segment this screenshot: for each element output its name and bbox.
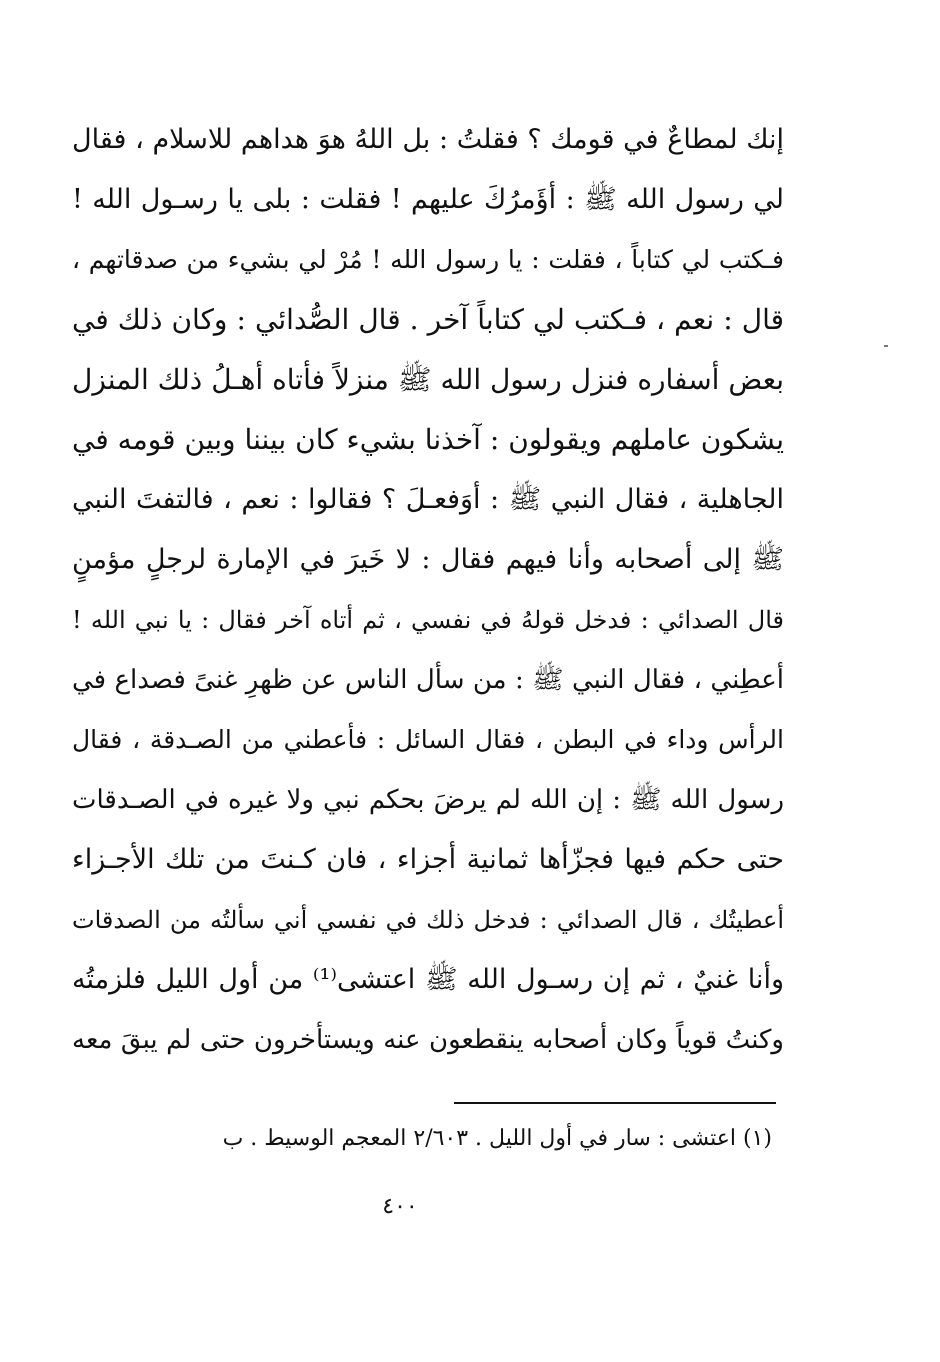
text-line: ﷺ إلى أصحابه وأنا فيهم فقال : لا خَيرَ في الإمارة لرجلٍ مؤمنٍ [72, 544, 784, 575]
text-line: قال : نعم ، فـكتب لي كتاباً آخر . قال الصُّدائي : وكان ذلك في [72, 303, 784, 336]
text-line: فـكتب لي كتاباً ، فقلت : يا رسول الله ! مُرْ لي بشيء من صدقاتهم ، [72, 245, 784, 274]
text-line: يشكون عاملهم ويقولون : آخذنا بشيء كان بيننا وبين قومه في [72, 423, 784, 456]
body-text [72, 110, 784, 1070]
text-line: أعطيتُك ، قال الصدائي : فدخل ذلك في نفسي أني سألتُه من الصدقات [72, 906, 784, 934]
text-line: أعطِني ، فقال النبي ﷺ : من سأل الناس عن ظهرِ غنىً فصداع في [72, 665, 784, 695]
text-line: لي رسول الله ﷺ : أؤَمرُكَ عليهم ! فقلت : بلى يا رسـول الله ! [72, 184, 784, 215]
page-number: ٤٠٠ [382, 1194, 418, 1219]
text-line: الجاهلية ، فقال النبي ﷺ : أوَفعـلَ ؟ فقالوا : نعم ، فالتفتَ النبي [72, 484, 784, 515]
margin-mark [884, 345, 888, 347]
footnote: (١) اعتشى : سار في أول الليل . ٢/٦٠٣ المعجم الوسيط . ب [222, 1126, 772, 1151]
text-line: إنك لمطاعٌ في قومك ؟ فقلتُ : بل اللهُ هوَ هداهم للاسلام ، فقال [72, 124, 784, 155]
text-line: الرأس وداء في البطن ، فقال السائل : فأعطني من الصـدقة ، فقال [72, 725, 784, 754]
text-line: قال الصدائي : فدخل قولهُ في نفسي ، ثم أتاه آخر فقال : يا نبي الله ! [72, 606, 784, 634]
text-line: حتى حكم فيها فجزّأها ثمانية أجزاء ، فان كـنتَ من تلك الأجـزاء [72, 844, 784, 875]
text-line: بعض أسفاره فنزل رسول الله ﷺ منزلاً فأتاه أهـلُ ذلك المنزل [72, 363, 784, 396]
text-line: رسول الله ﷺ : إن الله لم يرضَ بحكم نبي ولا غيره في الصـدقات [72, 785, 784, 815]
text-line: وكنتُ قوياً وكان أصحابه ينقطعون عنه ويستأخرون حتى لم يبقَ معه [72, 1025, 784, 1055]
footnote-separator [454, 1102, 776, 1104]
text-line: وأنا غنيٌ ، ثم إن رسـول الله ﷺ اعتشى⁽¹⁾ من أول الليل فلزمتُه [72, 964, 784, 995]
